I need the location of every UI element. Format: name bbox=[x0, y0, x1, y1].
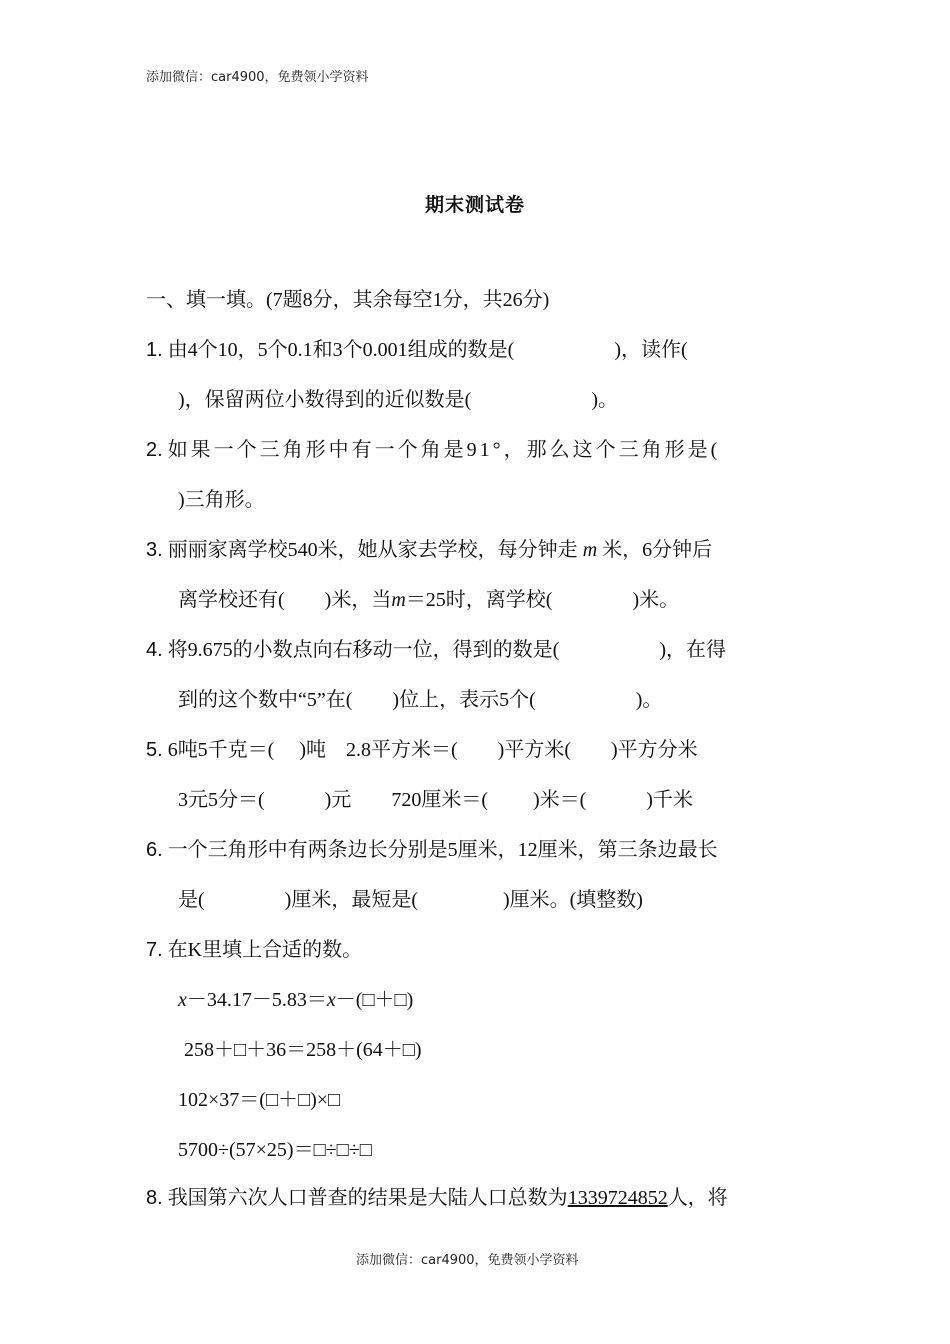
question-text: 如果一个三角形中有一个角是91°，那么这个三角形是( bbox=[167, 439, 721, 461]
question-4-line-1 bbox=[146, 636, 726, 664]
expression-text: －34.17－5.83＝ bbox=[186, 989, 327, 1011]
question-5-line-2: 3元5分＝( )元 720厘米＝( )米＝( )千米 bbox=[178, 789, 693, 811]
question-8-line-1 bbox=[146, 1184, 728, 1212]
question-1-line-1 bbox=[146, 336, 688, 364]
question-number: 8. bbox=[146, 1187, 163, 1209]
expression-text: －(□＋□) bbox=[335, 989, 414, 1011]
question-text: 在K里填上合适的数。 bbox=[167, 939, 363, 961]
question-text: 6吨5千克＝( )吨 2.8平方米＝( )平方米( )平方分米 bbox=[167, 739, 698, 761]
question-number: 2. bbox=[146, 439, 163, 461]
expression-3: 102×37＝(□＋□)×□ bbox=[178, 1089, 341, 1111]
expression-4: 5700÷(57×25)＝□÷□÷□ bbox=[178, 1139, 372, 1161]
question-1-line-2: )，保留两位小数得到的近似数是( )。 bbox=[178, 389, 618, 411]
question-text: 将9.675的小数点向右移动一位，得到的数是( )，在得 bbox=[167, 639, 727, 661]
question-text: 我国第六次人口普查的结果是大陆人口总数为 bbox=[167, 1187, 568, 1209]
question-text: 人，将 bbox=[667, 1187, 728, 1209]
question-number: 6. bbox=[146, 839, 163, 861]
question-number: 5. bbox=[146, 739, 163, 761]
question-6-line-1 bbox=[146, 836, 718, 864]
question-text: 由4个10，5个0.1和3个0.001组成的数是( )，读作( bbox=[167, 339, 688, 361]
question-text: 丽丽家离学校540米，她从家去学校，每分钟走 bbox=[167, 539, 578, 561]
question-5-line-1 bbox=[146, 736, 698, 764]
question-2-line-1 bbox=[146, 436, 720, 464]
question-6-line-2: 是( )厘米，最短是( )厘米。(填整数) bbox=[178, 889, 643, 911]
header-note: 添加微信：car4900，免费领小学资料 bbox=[146, 70, 369, 85]
variable-x: x bbox=[326, 989, 336, 1011]
question-text: 一个三角形中有两条边长分别是5厘米，12厘米，第三条边最长 bbox=[167, 839, 718, 861]
question-text: ＝25时，离学校( )米。 bbox=[405, 589, 680, 611]
question-text: 米，6分钟后 bbox=[602, 539, 713, 561]
question-number: 4. bbox=[146, 639, 163, 661]
question-3-line-2 bbox=[178, 586, 679, 614]
page-title: 期末测试卷 bbox=[424, 194, 525, 216]
variable-m: m bbox=[582, 539, 598, 561]
variable-x: x bbox=[178, 989, 187, 1011]
variable-m: m bbox=[391, 589, 406, 611]
question-number: 3. bbox=[146, 539, 163, 561]
question-number: 7. bbox=[146, 939, 163, 961]
question-number: 1. bbox=[146, 339, 163, 361]
underlined-number: 1339724852 bbox=[567, 1187, 668, 1209]
expression-2: 258＋□＋36＝258＋(64＋□) bbox=[184, 1039, 422, 1061]
section-heading: 一、填一填。(7题8分，其余每空1分，共26分) bbox=[146, 289, 550, 311]
question-text: 离学校还有( )米，当 bbox=[178, 589, 392, 611]
expression-1 bbox=[178, 986, 413, 1014]
question-4-line-2: 到的这个数中“5”在( )位上，表示5个( )。 bbox=[178, 689, 663, 711]
footer-note: 添加微信：car4900，免费领小学资料 bbox=[356, 1253, 579, 1268]
question-2-line-2: )三角形。 bbox=[178, 489, 265, 511]
question-3-line-1 bbox=[146, 536, 712, 564]
question-7-line-1 bbox=[146, 936, 362, 964]
